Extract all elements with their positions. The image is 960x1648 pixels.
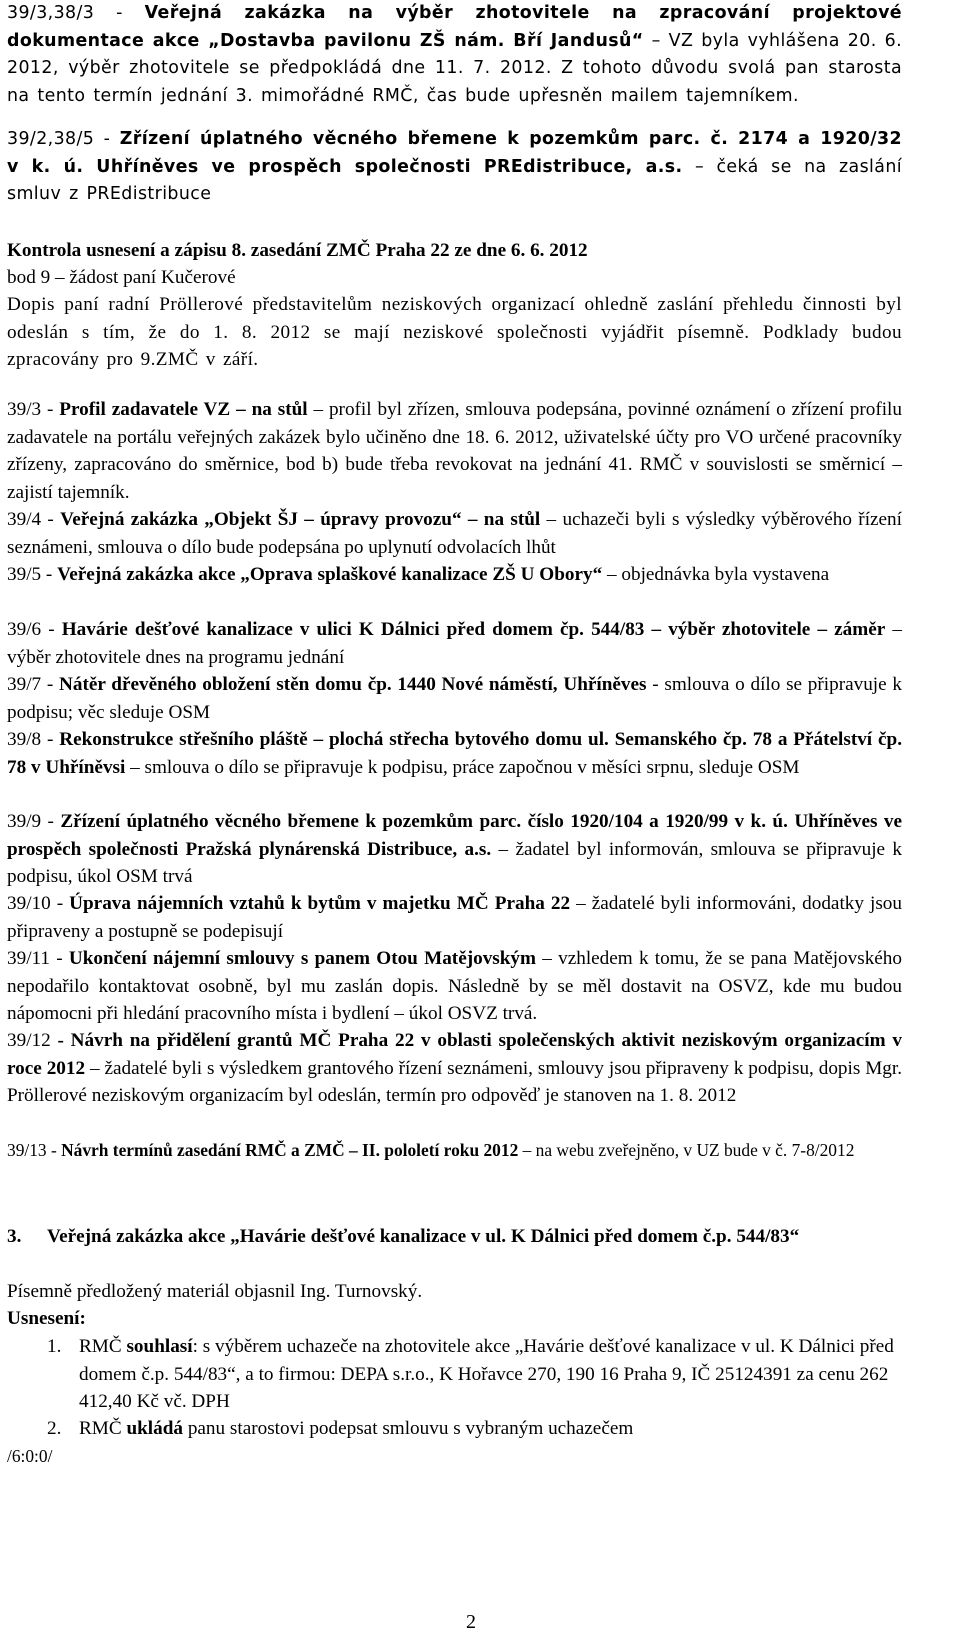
item-39-10-najemni-vztahy bbox=[7, 890, 902, 945]
item-number: 39/5 - bbox=[7, 564, 58, 585]
item-number: 39/3 - bbox=[7, 399, 60, 420]
item-number: 39/11 - bbox=[7, 948, 69, 969]
item-status: – objednávka byla vystavena bbox=[602, 564, 830, 585]
item-status: – profil byl zřízen, smlouva podepsána, povinné oznámení o zřízení profilu zadavatele na portálu veřejných zakázek bylo učiněno dne 18. 6. 2012, uživatelské účty pro VO určené pracovníky zřízeny, zapracováno do směrnice, bod b) bude třeba revokovat na jednání 41. RMČ v souvislosti se směrnicí – zajistí tajemník. bbox=[7, 399, 902, 503]
item-title: Havárie dešťové kanalizace v ulici K Dálnici před domem čp. 544/83 – výběr zhotovitele – záměr bbox=[61, 619, 886, 640]
item-39-5-kanalizace-zs bbox=[7, 561, 902, 589]
section-number: 3. bbox=[7, 1226, 22, 1247]
item-title: Úprava nájemních vztahů k bytům v majetku MČ Praha 22 bbox=[69, 893, 571, 914]
section-3-intro: Písemně předložený materiál objasnil Ing. Turnovský. bbox=[7, 1281, 423, 1302]
item-status: – smlouva o dílo se připravuje k podpisu, práce započnou v měsíci srpnu, sleduje OSM bbox=[125, 756, 800, 778]
item-status: – čeká se na zaslání smluv z PREdistribuce bbox=[7, 156, 902, 204]
item-status: - smlouva o dílo se připravuje k podpisu; věc sleduje OSM bbox=[7, 674, 902, 723]
item-status: – výběr zhotovitele dnes na programu jednání bbox=[7, 619, 902, 668]
item-39-12-granty bbox=[7, 1027, 902, 1110]
resolution-number: 1. bbox=[47, 1336, 62, 1357]
item-title: Veřejná zakázka na výběr zhotovitele na zpracování projektové dokumentace akce „Dostavba pavilonu ZŠ nám. Bří Jandusů“ bbox=[7, 3, 902, 51]
item-status: – uchazeči byli s výsledky výběrového řízení seznámeni, smlouva o dílo bude podepsána po uplynutí odvolacích lhůt bbox=[7, 509, 902, 558]
item-status: – žadatelé byli s výsledkem grantového řízení seznámeni, smlouvy jsou připraveny k podpisu, dopis Mgr. Pröllerové neziskovým organizacím byl odeslán, termín pro odpověď je stanoven na 1. 8. 2012 bbox=[7, 1057, 902, 1106]
item-title: - Návrh na přidělení grantů MČ Praha 22 v oblasti společenských aktivit neziskovým organizacím v roce 2012 bbox=[7, 1030, 902, 1079]
item-39-11-ukonceni-smlouvy bbox=[7, 945, 902, 1028]
item-status: – na webu zveřejněno, v UZ bude v č. 7-8/2012 bbox=[518, 1140, 855, 1160]
page-number: 2 bbox=[466, 1611, 476, 1633]
kontrola-subheading: bod 9 – žádost paní Kučerové bbox=[7, 267, 236, 288]
item-number: 39/8 - bbox=[7, 729, 60, 750]
item-39-2-vecne-bremeno bbox=[7, 126, 902, 209]
item-39-3-profil-zadavatele bbox=[7, 396, 902, 506]
item-title: Návrh termínů zasedání RMČ a ZMČ – II. pololetí roku 2012 bbox=[61, 1140, 519, 1160]
resolution-number: 2. bbox=[47, 1418, 62, 1439]
resolution-item-1 bbox=[7, 1333, 902, 1415]
item-number: 39/13 - bbox=[7, 1140, 62, 1160]
item-39-3-dostavba bbox=[7, 0, 902, 110]
item-status: – vzhledem k tomu, že se pana Matějovského nepodařilo kontaktovat osobně, byl mu zaslán dopis. Následně by se měl dostavit na OSVZ, kde mu budou nápomocni při hledání pracovního místa i bydlení – úkol OSVZ trvá. bbox=[7, 948, 902, 1024]
item-39-9-vecne-bremeno-ppd bbox=[7, 808, 902, 891]
item-number: 39/12 bbox=[7, 1030, 58, 1051]
item-status: – žadatel byl informován, smlouva se připravuje k podpisu, úkol OSM trvá bbox=[7, 838, 902, 887]
item-number: 39/6 - bbox=[7, 619, 62, 640]
resolution-text: RMČ ukládá panu starostovi podepsat smlouvu s vybraným uchazečem bbox=[79, 1418, 634, 1439]
kontrola-usneseni-heading: Kontrola usnesení a zápisu 8. zasedání ZMČ Praha 22 ze dne 6. 6. 2012 bbox=[7, 240, 588, 261]
item-39-8-rekonstrukce bbox=[7, 726, 902, 781]
item-title: Zřízení úplatného věcného břemene k pozemkům parc. č. 2174 a 1920/32 v k. ú. Uhříněves ve prospěch společnosti PREdistribuce, a.s. bbox=[7, 129, 903, 177]
item-number: 39/7 - bbox=[7, 674, 59, 695]
item-title: Veřejná zakázka „Objekt ŠJ – úpravy provozu“ – na stůl bbox=[60, 509, 541, 530]
item-status: – VZ byla vyhlášena 20. 6. 2012, výběr zhotovitele se předpokládá dne 11. 7. 2012. Z tohoto důvodu svolá pan starosta na tento termín jednání 3. mimořádné RMČ, čas bude upřesněn mailem tajemníkem. bbox=[7, 30, 902, 106]
resolution-text: RMČ souhlasí: s výběrem uchazeče na zhotovitele akce „Havárie dešťové kanalizace v ul. K Dálnici před domem č.p. 544/83“, a to firmou: DEPA s.r.o., K Hořavce 270, 190 16 Praha 9, IČ 25124391 za cenu 262 412,40 Kč vč. DPH bbox=[79, 1336, 894, 1412]
item-title: Rekonstrukce střešního pláště – plochá střecha bytového domu ul. Semanského čp. 78 a Přátelství čp. 78 v Uhříněvsi bbox=[7, 729, 902, 778]
item-39-13-terminy bbox=[7, 1137, 902, 1165]
item-title: Ukončení nájemní smlouvy s panem Otou Matějovským bbox=[68, 948, 537, 969]
section-title: Veřejná zakázka akce „Havárie dešťové kanalizace v ul. K Dálnici před domem č.p. 544/83“ bbox=[47, 1226, 800, 1247]
vote-result: /6:0:0/ bbox=[7, 1446, 53, 1466]
item-title: Zřízení úplatného věcného břemene k pozemkům parc. číslo 1920/104 a 1920/99 v k. ú. Uhříněves ve prospěch společnosti Pražská plynárenská Distribuce, a.s. bbox=[7, 811, 902, 860]
kontrola-body: Dopis paní radní Pröllerové představitelům neziskových organizací ohledně zaslání přehledu činnosti byl odeslán s tím, že do 1. 8. 2012 se mají neziskové společnosti vyjádřit písemně. Podklady budou zpracovány pro 9.ZMČ v září. bbox=[7, 294, 902, 370]
item-number: 39/9 - bbox=[7, 811, 61, 832]
item-number: 39/3,38/3 - bbox=[7, 3, 145, 23]
item-number: 39/2,38/5 - bbox=[7, 129, 120, 149]
item-number: 39/10 - bbox=[7, 893, 70, 914]
item-title: Profil zadavatele VZ – na stůl bbox=[59, 399, 308, 420]
item-number: 39/4 - bbox=[7, 509, 61, 530]
item-39-6-havarie bbox=[7, 616, 902, 671]
section-3-heading bbox=[7, 1223, 902, 1278]
item-title: Veřejná zakázka akce „Oprava splaškové kanalizace ZŠ U Obory“ bbox=[57, 564, 603, 585]
item-status: – žadatelé byli informováni, dodatky jsou připraveny a postupně se podepisují bbox=[7, 893, 902, 942]
item-39-4-objekt-sj bbox=[7, 506, 902, 561]
resolution-label: Usnesení: bbox=[7, 1308, 86, 1329]
item-title: Nátěr dřevěného obložení stěn domu čp. 1440 Nové náměstí, Uhříněves bbox=[59, 674, 647, 695]
item-39-7-nater bbox=[7, 671, 902, 726]
